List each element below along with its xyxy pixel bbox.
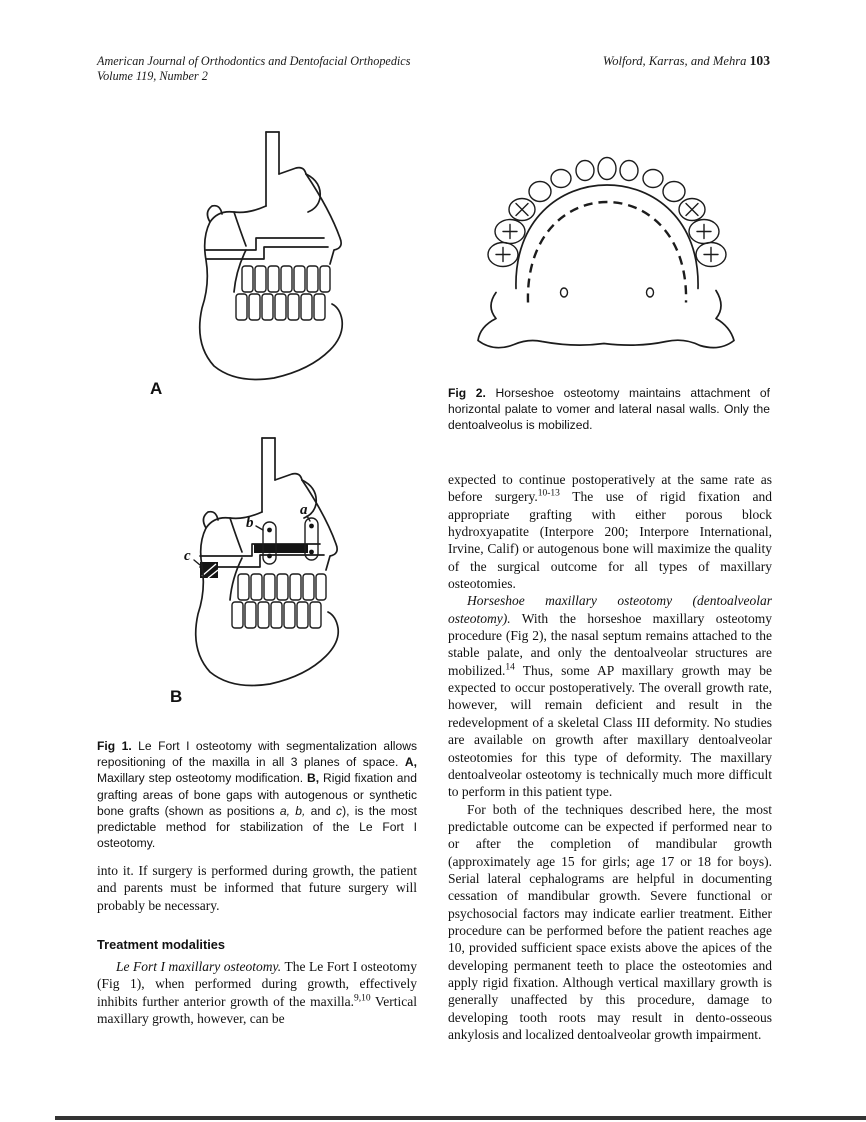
- paragraph-text: With the horseshoe maxillary osteotomy procedure (Fig 2), the nasal septum remains attached to the stable palate, and only the dentoalveolar structures are mobilized.: [448, 610, 772, 678]
- fig2-caption: [448, 385, 770, 434]
- cranium-cut-lines: [262, 438, 275, 512]
- fig1-caption-text: and: [305, 803, 337, 818]
- graft-block-bar: [254, 544, 308, 553]
- fig2-caption-text: Horseshoe osteotomy maintains attachment of horizontal palate to vomer and lateral nasal walls. Only the dentoalveolus is mobilized.: [448, 386, 770, 433]
- palatal-foramina: [561, 288, 654, 297]
- bone-plate-b: [263, 522, 276, 564]
- paragraph-lead-italic: Le Fort I maxillary osteotomy.: [116, 959, 282, 974]
- skull-lateral-drawing-a: [108, 118, 408, 418]
- posterior-palate-outline: [478, 291, 734, 348]
- lower-teeth: [236, 294, 325, 320]
- fig1-caption-b: B,: [307, 771, 320, 786]
- plate-a-label: a: [300, 502, 308, 518]
- bone-plate-a: [305, 518, 318, 560]
- left-column-paragraph-1: [97, 862, 417, 914]
- osteotomy-step-lines: [206, 238, 328, 259]
- body-paragraph: For both of the techniques described here, the most predictable outcome can be expected if performed near to or after the completion of mandibular growth (approximately age 15 for girls; age 17 or 18 for boys). Serial lateral cephalograms are helpful in documenting cessation of mandibular growth. Severe functional or psychosocial factors may indicate earlier treatment. Either procedure can be performed before the patient reaches age 10, provided sufficient space exists above the apices of the developing permanent teeth to place the osteotomies and apply rigid fixation. Although vertical maxillary growth is generally unaffected by this procedure, damage to developing tooth roots may result in dento-osseous ankylosis and localized dentoalveolar growth impairment.: [448, 801, 772, 1042]
- upper-teeth: [238, 574, 326, 600]
- figure-1a: [108, 118, 408, 418]
- lower-teeth: [232, 602, 321, 628]
- paragraph-text: The use of rigid fixation and appropriate grafting with either porous block hydroxyapatite (Interpore 200; Interpore International, Irvine, Calif) or autogenous bone will maximize the quality of the surgical outcome for all types of maxillary osteotomies.: [448, 489, 773, 592]
- reference-superscript: 10-13: [537, 488, 560, 499]
- molar-cusp-marks: [496, 204, 718, 262]
- journal-title: American Journal of Orthodontics and Dentofacial Orthopedics: [97, 54, 411, 68]
- paragraph-text: expected to continue postoperatively at the same rate as before surgery.: [448, 472, 772, 505]
- paragraph-text: Thus, some AP maxillary growth may be expected to occur postoperatively. The overall growth rate, however, will remain deficient and result in the redevelopment of a skeletal Class III deformity. No studies are available on growth after maxillary dentoalveolar osteotomies for this type of deformity. The maxillary dentoalveolar osteotomy is technically much more difficult to perform in this patient type.: [448, 662, 772, 800]
- reference-superscript: 9,10: [353, 993, 371, 1004]
- paragraph-text: Vertical maxillary growth, however, can be: [97, 993, 417, 1027]
- reference-superscript: 14: [505, 662, 515, 673]
- section-heading: Treatment modalities: [97, 937, 226, 952]
- fig1-caption-text: Maxillary step osteotomy modification.: [97, 771, 308, 786]
- body-paragraph: [448, 471, 772, 592]
- figure-1b: [104, 424, 404, 724]
- plate-c-label: c: [184, 548, 191, 564]
- fig1-caption-text: Rigid fixation and grafting areas of bone gaps with autogenous or synthetic bone grafts (shown as positions: [97, 771, 417, 818]
- journal-volume: Volume 119, Number 2: [97, 68, 208, 83]
- paragraph-text: The Le Fort I osteotomy (Fig 1), when performed during growth, effectively inhibits further anterior growth of the maxilla.: [97, 959, 418, 1009]
- left-column-paragraph-2: [97, 958, 417, 1027]
- fig2-caption-tag: Fig 2.: [448, 386, 486, 400]
- panel-b-label: B: [170, 687, 183, 706]
- fig1-caption-text: Le Fort I osteotomy with segmentalization allows repositioning of the maxilla in all 3 planes of space.: [97, 739, 417, 770]
- plate-b-label: b: [246, 515, 254, 531]
- fig1-caption-text: ), is the most predictable method for stabilization of the Le Fort I osteotomy.: [97, 803, 417, 851]
- osteotomy-dashed-line: [528, 202, 686, 303]
- body-paragraph: [448, 592, 772, 800]
- fig1-caption: [97, 738, 417, 851]
- panel-a-label: A: [150, 379, 163, 398]
- body-paragraph: into it. If surgery is performed during growth, the patient and parents must be informed that future surgery will probably be necessary.: [97, 863, 417, 913]
- page-number: 103: [749, 53, 770, 68]
- running-head: [603, 54, 770, 69]
- upper-teeth: [242, 266, 330, 292]
- fig1-caption-a: A,: [404, 755, 417, 770]
- journal-header: [97, 54, 517, 83]
- fig1-caption-italic: a, b,: [279, 803, 306, 818]
- right-column-body: [448, 471, 772, 1043]
- fig1-caption-tag: Fig 1.: [97, 739, 132, 753]
- cranium-cut-lines: [266, 132, 279, 206]
- fig1-caption-italic: c: [336, 803, 343, 818]
- body-paragraph: [97, 958, 417, 1027]
- authors: Wolford, Karras, and Mehra: [602, 54, 747, 68]
- paragraph-lead-italic: Horseshoe maxillary osteotomy (dentoalveolar osteotomy).: [448, 593, 772, 626]
- horseshoe-osteotomy-drawing: [452, 128, 762, 373]
- figure-2: [452, 128, 762, 373]
- skull-lateral-drawing-b: [104, 424, 404, 724]
- scan-edge-artifact: [55, 1116, 866, 1120]
